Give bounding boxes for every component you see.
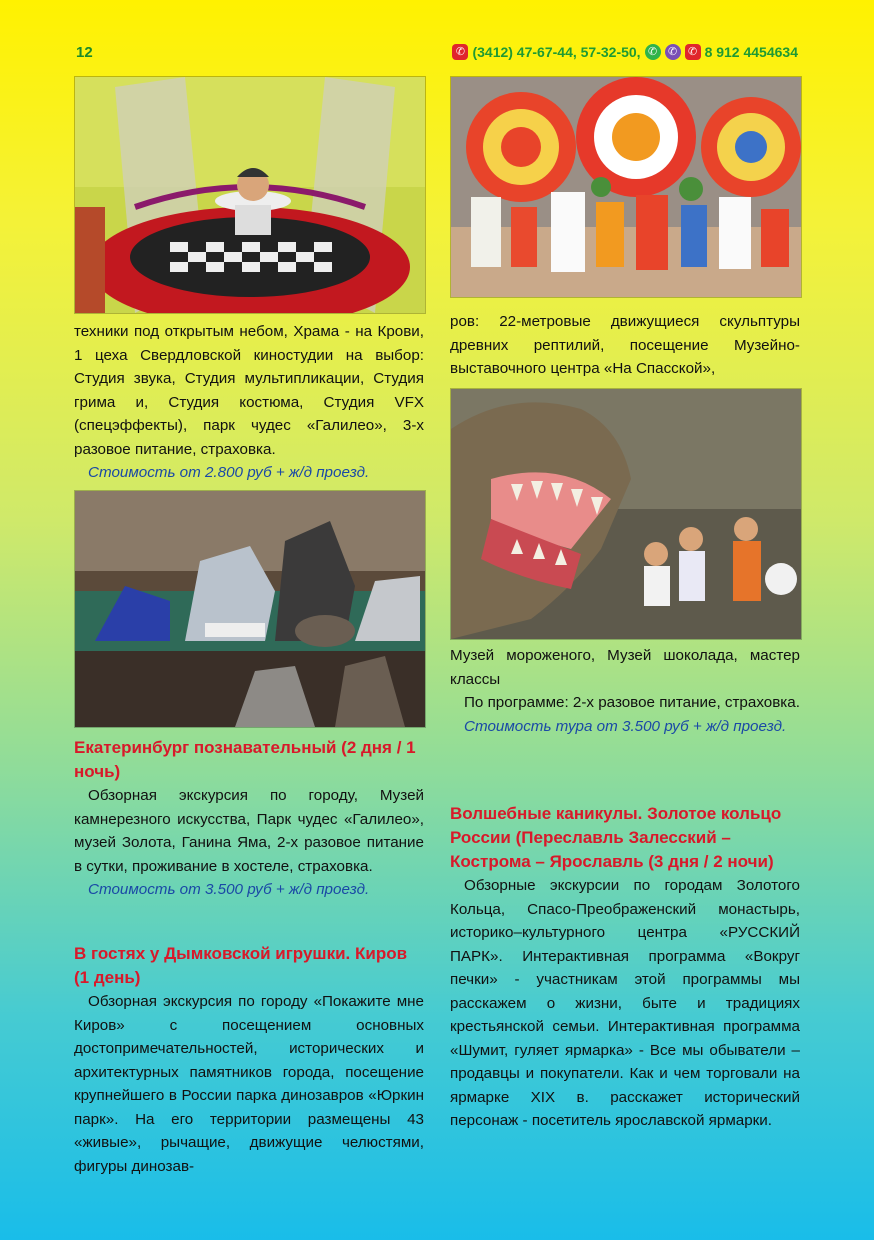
phone-numbers[interactable]: (3412) 47-67-44, 57-32-50, <box>472 44 641 60</box>
whatsapp-icon: ✆ <box>645 44 661 60</box>
tour-ekaterinburg-section <box>74 736 424 902</box>
dinosaur-program-text: По программе: 2-х разовое питание, страховка. <box>464 694 800 711</box>
right-continued-text <box>450 310 800 381</box>
dinosaur-continued-text: ров: 22-метровые движущиеся скульптуры древних рептилий, посещение Музейно-выставочного центра «На Спасской», <box>450 313 800 377</box>
page-number: 12 <box>76 44 93 61</box>
tour-golden-ring-title: Волшебные каникулы. Золотое кольцо России (Переславль Залесский – Кострома – Ярославль (3 дня / 2 ночи) <box>450 804 782 871</box>
tour-kirov-section <box>74 942 424 1178</box>
tour-golden-ring-body: Обзорные экскурсии по городам Золотого Кольца, Спасо-Преображенский монастырь, историко–культурного центра «РУССКИЙ ПАРК». Интерактивная программа «Вокруг печки» - участникам этой программы мы расскажем о жизни, быте и традициях крестьянской семьи. Интерактивная программа «Шумит, гуляет ярмарка» - Все мы обыватели – продавцы и покупатели. Как и чем торговали на ярмарке XIX в. расскажет исторический персонаж - посетитель ярославской ярмарки. <box>450 877 800 1129</box>
phone-icon: ✆ <box>685 44 701 60</box>
viber-icon: ✆ <box>665 44 681 60</box>
galileo-illusion-photo <box>74 76 426 314</box>
right-continued-text-2 <box>450 644 800 738</box>
phone-icon: ✆ <box>452 44 468 60</box>
tour-kirov-body: Обзорная экскурсия по городу «Покажите мне Киров» с посещением основных достопримечательностей, исторических и архитектурных памятников города, посещение крупнейшего в России парка динозавров «Юркин парк». На его территории размещены 43 «живые», рычащие, движущие челюстями, фигуры динозав- <box>74 993 424 1175</box>
tour-kirov-title: В гостях у Дымковской игрушки. Киров (1 день) <box>74 944 408 987</box>
kirov-tour-price: Стоимость тура от 3.500 руб + ж/д проезд. <box>464 717 787 735</box>
tour-ekaterinburg-price: Стоимость от 3.500 руб + ж/д проезд. <box>88 881 370 898</box>
contact-bar <box>452 44 798 60</box>
left-intro-section <box>74 320 424 485</box>
dinosaur-continued-text-2: Музей мороженого, Музей шоколада, мастер классы <box>450 647 800 688</box>
mobile-number[interactable]: 8 912 4454634 <box>704 44 798 60</box>
tour-ekaterinburg-body: Обзорная экскурсия по городу, Музей камнерезного искусства, Парк чудес «Галилео», музей Золота, Ганина Яма, 2-х разовое питание в сутки, проживание в хостеле, страховка. <box>74 787 424 875</box>
intro-price: Стоимость от 2.800 руб + ж/д проезд. <box>88 464 370 481</box>
intro-text: техники под открытым небом, Храма - на Крови, 1 цеха Свердловской киностудии на выбор: Студия звука, Студия мультипликации, Студия грима и, Студия костюма, Студия VFX (спецэффекты), парк чудес «Галилео», 3-х разовое питание, страховка. <box>74 323 424 458</box>
tour-ekaterinburg-title: Екатеринбург познавательный (2 дня / 1 ночь) <box>74 738 416 781</box>
minerals-museum-photo <box>74 490 426 728</box>
dymkovo-toys-photo <box>450 76 802 298</box>
tour-golden-ring-section <box>450 802 800 1133</box>
dinosaur-park-photo <box>450 388 802 640</box>
